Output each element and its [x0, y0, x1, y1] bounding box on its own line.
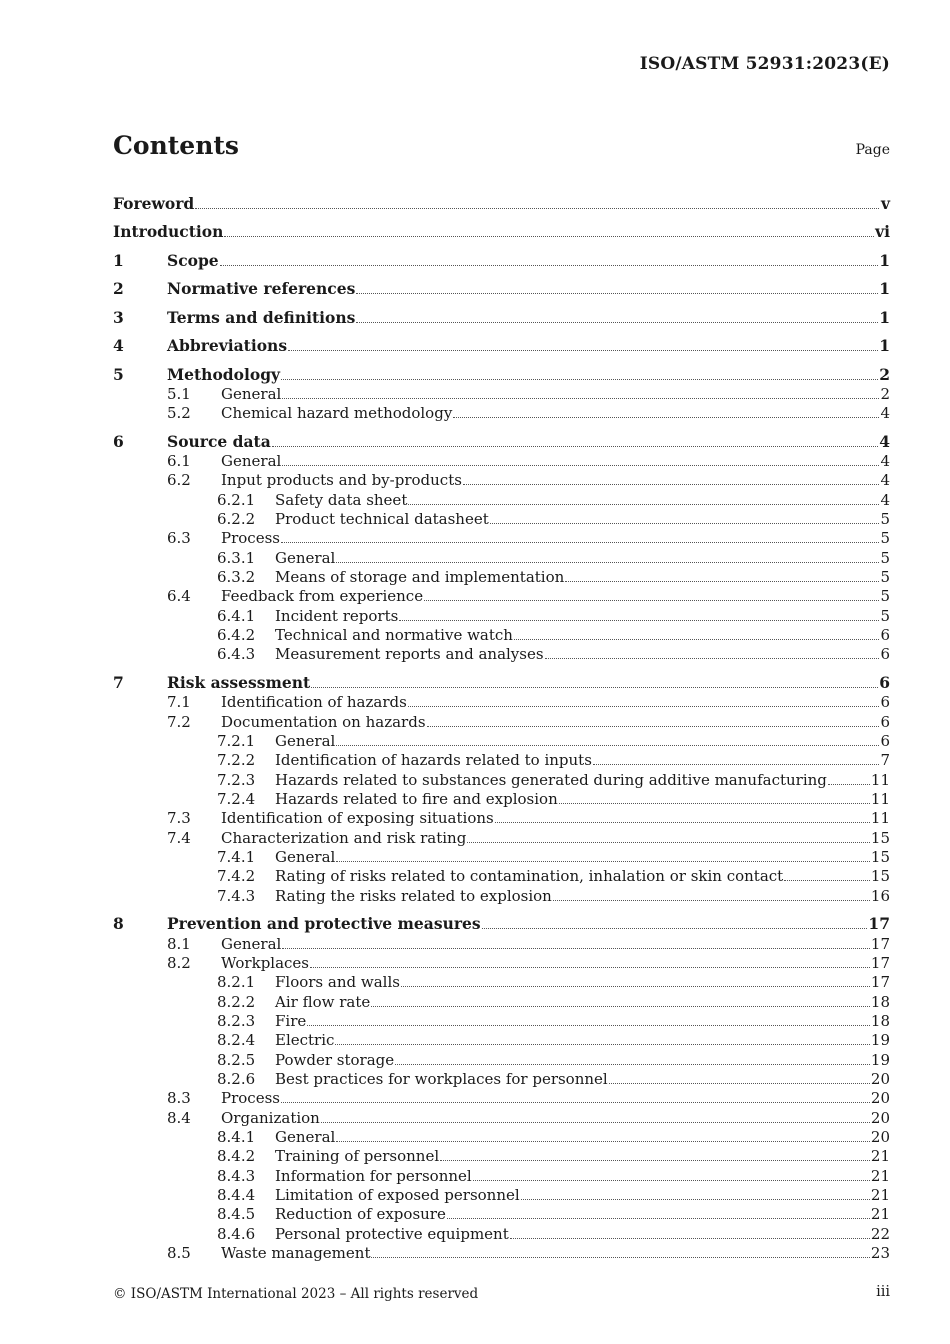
toc-entry-page[interactable]: 16: [870, 886, 890, 905]
toc-dot-leader: [321, 1122, 870, 1123]
toc-entry-page[interactable]: 11: [870, 809, 890, 828]
toc-entry-number: 6.4.2: [217, 626, 256, 645]
toc-entry-page[interactable]: 20: [870, 1089, 890, 1108]
toc-entry-label[interactable]: Scope: [167, 250, 219, 270]
toc-entry[interactable]: [113, 769, 890, 788]
toc-entry-number: 8.5: [167, 1244, 191, 1263]
toc-entry-number: 7.2.3: [217, 770, 256, 789]
toc-dot-leader: [593, 764, 880, 765]
toc-entry-page[interactable]: 6: [880, 626, 890, 645]
toc-entry-label[interactable]: Documentation on hazards: [221, 712, 426, 731]
toc-dot-leader: [224, 236, 874, 237]
toc-dot-leader: [356, 293, 878, 294]
toc-entry[interactable]: [113, 1107, 890, 1126]
toc-dot-leader: [307, 1025, 870, 1026]
toc-entry-label[interactable]: Rating the risks related to explosion: [275, 886, 552, 905]
toc-entry-number: 8.4.5: [217, 1205, 256, 1224]
toc-entry-label[interactable]: Training of personnel: [275, 1147, 440, 1166]
toc-dot-leader: [336, 861, 870, 862]
toc-entry-page[interactable]: 1: [879, 336, 890, 355]
toc-entry[interactable]: [113, 692, 890, 711]
toc-dot-leader: [311, 687, 878, 688]
toc-dot-leader: [272, 446, 878, 447]
toc-dot-leader: [521, 1199, 870, 1200]
toc-entry-number: 6.4: [167, 587, 191, 606]
toc-dot-leader: [310, 967, 870, 968]
toc-dot-leader: [545, 658, 880, 659]
toc-entry-label[interactable]: Risk assessment: [167, 672, 311, 692]
toc-entry[interactable]: [113, 789, 890, 808]
toc-dot-leader: [565, 581, 879, 582]
toc-entry-page[interactable]: 20: [870, 1108, 890, 1127]
toc-entry-number: 8.2.6: [217, 1070, 256, 1088]
toc-entry-page[interactable]: 4: [880, 404, 890, 423]
toc-entry-label[interactable]: Input products and by-products: [221, 471, 462, 490]
toc-dot-leader: [510, 1238, 870, 1239]
toc-dot-leader: [371, 1006, 870, 1007]
toc-dot-leader: [453, 417, 879, 418]
toc-entry-page[interactable]: 5: [880, 606, 890, 625]
toc-entry[interactable]: [113, 1011, 890, 1030]
toc-entry[interactable]: [113, 470, 890, 489]
toc-entry-page[interactable]: 20: [870, 1070, 890, 1088]
toc-entry[interactable]: [113, 711, 890, 730]
toc-entry-label[interactable]: Product technical datasheet: [275, 510, 489, 529]
toc-entry-label[interactable]: General: [275, 548, 336, 567]
toc-entry[interactable]: [113, 1049, 890, 1068]
toc-dot-leader: [514, 639, 879, 640]
toc-entry[interactable]: [113, 625, 890, 644]
toc-entry[interactable]: [113, 270, 890, 299]
toc-entry-label[interactable]: Waste management: [221, 1244, 371, 1263]
toc-entry-number: 8.2.3: [217, 1011, 256, 1030]
toc-entry-page[interactable]: 2: [879, 364, 890, 384]
toc-entry-page[interactable]: 5: [880, 510, 890, 529]
toc-dot-leader: [335, 1044, 869, 1045]
toc-entry-page[interactable]: 15: [870, 867, 890, 886]
toc-entry-page[interactable]: 5: [880, 548, 890, 567]
toc-entry-label[interactable]: Process: [221, 1089, 280, 1108]
toc-entry-number: 6.2: [167, 471, 191, 490]
toc-entry[interactable]: [113, 1030, 890, 1049]
toc-entry-page[interactable]: 18: [870, 992, 890, 1011]
toc-entry-number: 8.2.5: [217, 1050, 256, 1069]
table-of-contents: [113, 184, 890, 1262]
toc-entry-label[interactable]: Workplaces: [221, 953, 310, 972]
toc-dot-leader: [553, 900, 870, 901]
toc-entry-number: 8.2.4: [217, 1031, 256, 1050]
toc-entry-page[interactable]: 11: [870, 770, 890, 789]
toc-entry-label[interactable]: General: [221, 384, 282, 403]
toc-dot-leader: [408, 706, 880, 707]
toc-entry-label[interactable]: Characterization and risk rating: [221, 828, 467, 847]
toc-entry-number: 8.4.6: [217, 1224, 256, 1243]
toc-entry[interactable]: [113, 489, 890, 508]
toc-entry-page[interactable]: 15: [870, 848, 890, 867]
toc-entry-label[interactable]: Foreword: [113, 193, 195, 213]
toc-entry[interactable]: [113, 355, 890, 384]
toc-dot-leader: [288, 350, 878, 351]
toc-entry[interactable]: [113, 731, 890, 750]
toc-entry-page[interactable]: 1: [879, 307, 890, 327]
page-number: iii: [876, 1284, 890, 1300]
toc-dot-leader: [281, 542, 879, 543]
toc-entry-label[interactable]: General: [275, 848, 336, 867]
toc-entry-label[interactable]: General: [221, 934, 282, 953]
toc-entry[interactable]: [113, 933, 890, 952]
toc-dot-leader: [490, 523, 880, 524]
toc-entry-number: 3: [113, 307, 124, 327]
toc-entry-label[interactable]: Air flow rate: [275, 992, 371, 1011]
toc-entry-page[interactable]: v: [880, 193, 890, 213]
toc-entry-label[interactable]: Process: [221, 529, 280, 548]
toc-entry[interactable]: [113, 422, 890, 451]
toc-entry-label[interactable]: Technical and normative watch: [275, 626, 513, 645]
toc-entry[interactable]: [113, 866, 890, 885]
toc-entry-label[interactable]: Measurement reports and analyses: [275, 645, 544, 664]
toc-dot-leader: [447, 1218, 870, 1219]
toc-entry-label[interactable]: General: [275, 732, 336, 750]
toc-dot-leader: [336, 745, 879, 746]
toc-dot-leader: [282, 465, 879, 466]
toc-entry-page[interactable]: 4: [880, 490, 890, 509]
toc-entry[interactable]: [113, 953, 890, 972]
toc-entry-label[interactable]: Hazards related to fire and explosion: [275, 790, 558, 809]
toc-entry-page[interactable]: 17: [870, 973, 890, 992]
toc-entry-page[interactable]: 21: [870, 1166, 890, 1185]
toc-dot-leader: [609, 1083, 870, 1084]
toc-entry-label[interactable]: Reduction of exposure: [275, 1205, 446, 1224]
toc-entry-page[interactable]: 22: [870, 1224, 890, 1243]
toc-entry-number: 8.3: [167, 1089, 191, 1108]
toc-entry-number: 6.4.1: [217, 606, 256, 625]
toc-entry[interactable]: [113, 384, 890, 403]
toc-entry-page[interactable]: 1: [879, 250, 890, 270]
toc-entry[interactable]: [113, 184, 890, 213]
toc-entry-label[interactable]: Chemical hazard methodology: [221, 404, 453, 423]
toc-entry-page[interactable]: 1: [879, 279, 890, 298]
toc-entry[interactable]: [113, 586, 890, 605]
toc-entry-number: 8.1: [167, 934, 191, 953]
toc-entry-number: 4: [113, 336, 124, 355]
toc-entry-page[interactable]: 21: [870, 1186, 890, 1205]
toc-entry-label[interactable]: Hazards related to substances generated during additive manufacturing: [275, 770, 827, 789]
toc-entry-page[interactable]: 15: [870, 828, 890, 847]
toc-entry-page[interactable]: 6: [880, 712, 890, 731]
toc-dot-leader: [336, 1141, 870, 1142]
document-id: ISO/ASTM 52931:2023(E): [639, 54, 890, 74]
toc-entry-number: 5.2: [167, 404, 191, 423]
toc-entry[interactable]: [113, 509, 890, 528]
toc-dot-leader: [281, 379, 878, 380]
toc-entry-label[interactable]: General: [275, 1128, 336, 1147]
toc-dot-leader: [440, 1160, 870, 1161]
toc-entry-label[interactable]: Rating of risks related to contamination, inhalation or skin contact: [275, 867, 784, 886]
toc-entry-label[interactable]: Incident reports: [275, 606, 399, 625]
toc-entry-number: 6.3: [167, 529, 191, 548]
toc-entry-label[interactable]: Information for personnel: [275, 1166, 472, 1185]
toc-dot-leader: [427, 726, 880, 727]
toc-entry-number: 5: [113, 364, 124, 384]
toc-entry-number: 7.1: [167, 693, 191, 712]
toc-entry[interactable]: [113, 298, 890, 327]
toc-entry-label[interactable]: Safety data sheet: [275, 490, 408, 509]
copyright-notice: © ISO/ASTM International 2023 – All rights reserved: [113, 1286, 479, 1302]
toc-entry-number: 8: [113, 914, 124, 934]
toc-entry-number: 1: [113, 250, 124, 270]
toc-dot-leader: [282, 948, 870, 949]
toc-entry-page[interactable]: 2: [880, 384, 890, 403]
toc-entry-label[interactable]: Abbreviations: [167, 336, 288, 355]
toc-entry-page[interactable]: 6: [880, 645, 890, 664]
toc-entry[interactable]: [113, 567, 890, 586]
toc-entry[interactable]: [113, 750, 890, 769]
toc-dot-leader: [473, 1180, 870, 1181]
toc-dot-leader: [401, 986, 870, 987]
toc-entry[interactable]: [113, 1185, 890, 1204]
toc-entry-number: 7.4.3: [217, 886, 256, 905]
toc-entry-number: 6: [113, 431, 124, 451]
toc-entry-page[interactable]: 6: [880, 693, 890, 712]
toc-entry-label[interactable]: Identification of hazards: [221, 693, 407, 712]
toc-entry[interactable]: [113, 1165, 890, 1184]
toc-entry-number: 8.4.1: [217, 1128, 256, 1147]
toc-entry-number: 6.3.1: [217, 548, 256, 567]
toc-entry-page[interactable]: 11: [870, 790, 890, 809]
toc-entry[interactable]: [113, 1069, 890, 1088]
toc-entry-label[interactable]: Personal protective equipment: [275, 1224, 509, 1243]
toc-entry-page[interactable]: 6: [879, 672, 890, 692]
toc-entry-label[interactable]: Means of storage and implementation: [275, 568, 565, 587]
toc-entry-number: 6.4.3: [217, 645, 256, 664]
toc-entry[interactable]: [113, 972, 890, 991]
toc-entry[interactable]: [113, 605, 890, 624]
toc-dot-leader: [467, 842, 870, 843]
toc-dot-leader: [424, 600, 879, 601]
toc-entry[interactable]: [113, 1146, 890, 1165]
toc-dot-leader: [482, 928, 868, 929]
toc-entry-page[interactable]: 5: [880, 568, 890, 587]
toc-entry[interactable]: [113, 644, 890, 663]
toc-entry[interactable]: [113, 808, 890, 827]
toc-dot-leader: [399, 620, 879, 621]
toc-entry-label[interactable]: General: [221, 452, 282, 471]
toc-entry-label[interactable]: Fire: [275, 1011, 307, 1030]
toc-entry-number: 5.1: [167, 384, 191, 403]
toc-dot-leader: [220, 265, 879, 266]
toc-entry-number: 8.2.1: [217, 973, 256, 992]
toc-dot-leader: [281, 1102, 870, 1103]
toc-entry-number: 7.2.2: [217, 751, 256, 770]
toc-entry-number: 8.4: [167, 1108, 191, 1127]
toc-entry[interactable]: [113, 991, 890, 1010]
toc-entry-number: 8.4.2: [217, 1147, 256, 1166]
toc-dot-leader: [336, 562, 879, 563]
toc-entry-label[interactable]: Organization: [221, 1108, 320, 1127]
toc-entry[interactable]: [113, 847, 890, 866]
toc-entry-number: 7.2: [167, 712, 191, 731]
page-title: Contents: [113, 131, 240, 160]
toc-entry[interactable]: [113, 663, 890, 692]
toc-dot-leader: [408, 504, 879, 505]
toc-entry-number: 7.3: [167, 809, 191, 828]
toc-entry-label[interactable]: Normative references: [167, 279, 356, 298]
toc-entry-label[interactable]: Best practices for workplaces for personnel: [275, 1070, 608, 1088]
toc-entry-label[interactable]: Feedback from experience: [221, 587, 424, 606]
toc-entry-number: 7: [113, 672, 124, 692]
toc-entry[interactable]: [113, 528, 890, 547]
toc-entry-page[interactable]: 17: [870, 953, 890, 972]
toc-dot-leader: [559, 803, 870, 804]
toc-entry-page[interactable]: 7: [880, 751, 890, 770]
toc-dot-leader: [282, 398, 879, 399]
toc-entry-page[interactable]: 6: [880, 732, 890, 750]
toc-dot-leader: [395, 1064, 870, 1065]
toc-entry-number: 7.4.1: [217, 848, 256, 867]
toc-entry[interactable]: [113, 1223, 890, 1242]
toc-entry-page[interactable]: vi: [875, 222, 890, 241]
toc-entry-page[interactable]: 19: [870, 1050, 890, 1069]
toc-dot-leader: [371, 1257, 869, 1258]
toc-entry-label[interactable]: Source data: [167, 431, 271, 451]
toc-entry-number: 6.2.1: [217, 490, 256, 509]
toc-entry[interactable]: [113, 451, 890, 470]
toc-entry-label[interactable]: Powder storage: [275, 1050, 395, 1069]
toc-entry-label[interactable]: Introduction: [113, 222, 224, 241]
toc-entry-number: 8.2: [167, 953, 191, 972]
toc-entry-label[interactable]: Identification of exposing situations: [221, 809, 494, 828]
toc-entry-page[interactable]: 5: [880, 587, 890, 606]
toc-entry[interactable]: [113, 241, 890, 270]
toc-entry-page[interactable]: 4: [880, 452, 890, 471]
toc-entry-number: 8.2.2: [217, 992, 256, 1011]
toc-dot-leader: [784, 880, 870, 881]
toc-entry-number: 7.2.4: [217, 790, 256, 809]
toc-entry[interactable]: [113, 1243, 890, 1262]
toc-entry-label[interactable]: Methodology: [167, 364, 281, 384]
toc-entry[interactable]: [113, 1127, 890, 1146]
toc-entry[interactable]: [113, 827, 890, 846]
toc-entry-number: 7.4: [167, 828, 191, 847]
toc-entry[interactable]: [113, 213, 890, 242]
toc-entry-number: 7.4.2: [217, 867, 256, 886]
toc-entry[interactable]: [113, 547, 890, 566]
toc-entry-label[interactable]: Limitation of exposed personnel: [275, 1186, 520, 1205]
toc-entry-number: 2: [113, 279, 124, 298]
toc-entry[interactable]: [113, 327, 890, 356]
toc-entry-label[interactable]: Terms and definitions: [167, 307, 356, 327]
toc-dot-leader: [195, 208, 879, 209]
toc-entry-page[interactable]: 21: [870, 1147, 890, 1166]
toc-entry-page[interactable]: 21: [870, 1205, 890, 1224]
toc-entry-number: 6.1: [167, 452, 191, 471]
toc-entry-page[interactable]: 18: [870, 1011, 890, 1030]
toc-dot-leader: [463, 484, 880, 485]
toc-entry-page[interactable]: 4: [880, 471, 890, 490]
toc-dot-leader: [356, 322, 878, 323]
toc-entry-label[interactable]: Floors and walls: [275, 973, 400, 992]
toc-entry-page[interactable]: 4: [879, 431, 890, 451]
toc-entry-number: 7.2.1: [217, 732, 256, 750]
toc-entry-label[interactable]: Prevention and protective measures: [167, 914, 481, 934]
toc-entry-number: 8.4.3: [217, 1166, 256, 1185]
toc-entry[interactable]: [113, 1088, 890, 1107]
toc-entry-number: 6.3.2: [217, 568, 256, 587]
toc-entry-page[interactable]: 19: [870, 1031, 890, 1050]
toc-dot-leader: [828, 784, 870, 785]
toc-entry-page[interactable]: 17: [870, 934, 890, 953]
toc-entry-page[interactable]: 20: [870, 1128, 890, 1147]
page-column-label: Page: [855, 142, 890, 158]
toc-entry-number: 6.2.2: [217, 510, 256, 529]
toc-dot-leader: [495, 822, 870, 823]
toc-entry-page[interactable]: 17: [868, 914, 890, 934]
toc-entry[interactable]: [113, 885, 890, 904]
toc-entry-number: 8.4.4: [217, 1186, 256, 1205]
toc-entry-page[interactable]: 5: [880, 529, 890, 548]
toc-entry[interactable]: [113, 905, 890, 934]
toc-entry[interactable]: [113, 403, 890, 422]
toc-entry[interactable]: [113, 1204, 890, 1223]
toc-entry-label[interactable]: Identification of hazards related to inputs: [275, 751, 592, 770]
toc-entry-page[interactable]: 23: [870, 1244, 890, 1263]
toc-entry-label[interactable]: Electric: [275, 1031, 335, 1050]
